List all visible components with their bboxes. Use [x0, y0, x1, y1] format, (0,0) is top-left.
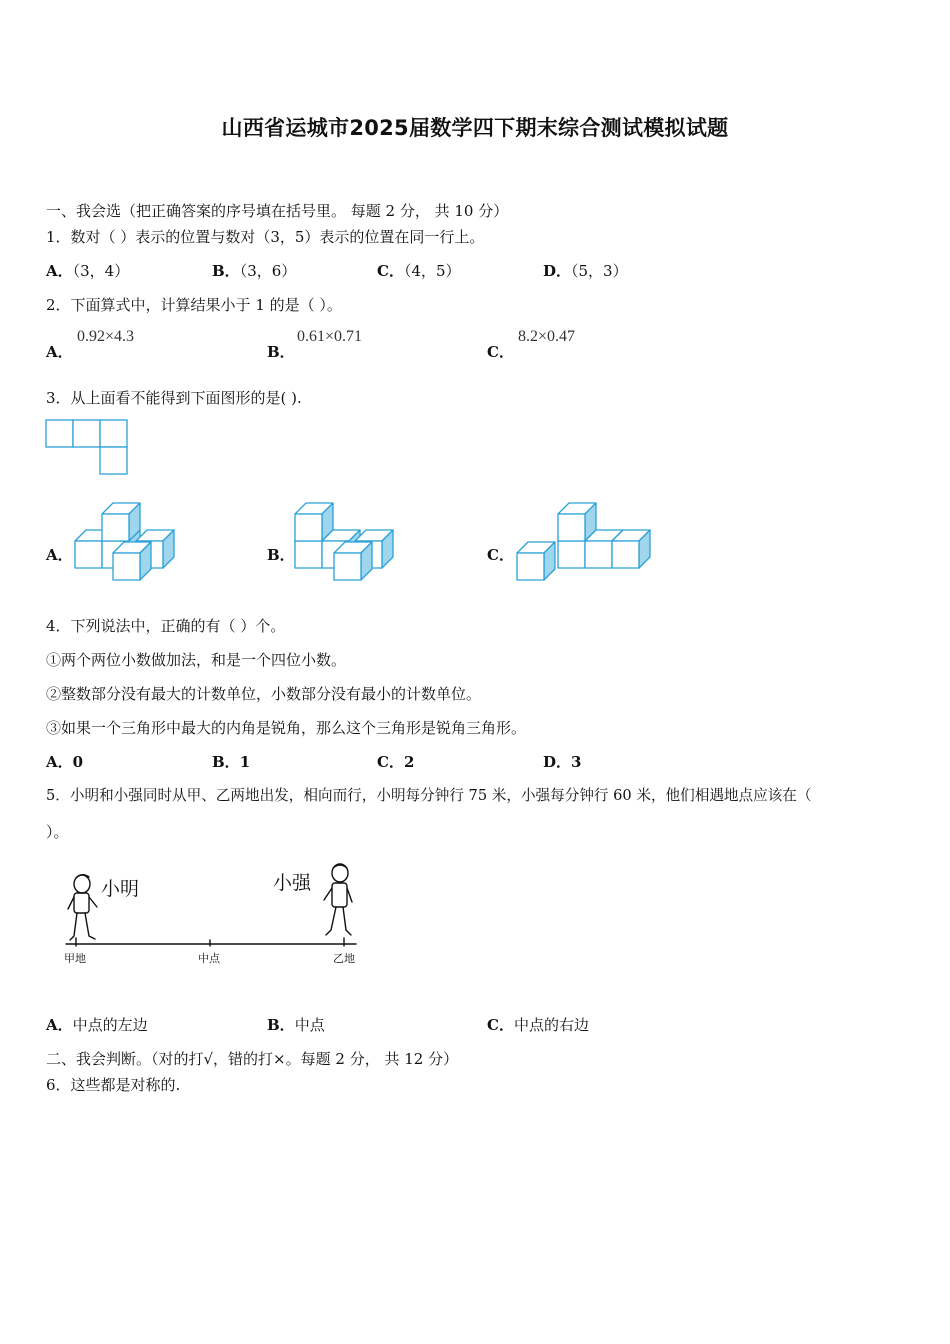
page-title: 山西省运城市2025届数学四下期末综合测试模拟试题 [221, 116, 729, 140]
q2-option-b-letter: B． [267, 343, 295, 361]
label-xiaoming: 小明 [101, 878, 140, 900]
q5-option-c: C．中点的右边 [487, 1016, 589, 1034]
label-midpoint: 中点 [198, 952, 220, 965]
q1-option-c: C．（4，5） [377, 262, 461, 280]
label-start-jia: 甲地 [64, 952, 86, 965]
section-1-heading: 一、我会选（把正确答案的序号填在括号里。 每题 2 分， 共 10 分） [46, 202, 509, 220]
q2-option-a-letter: A． [46, 343, 73, 361]
q4-statement-3: ③如果一个三角形中最大的内角是锐角，那么这个三角形是锐角三角形。 [46, 719, 527, 737]
q3-option-c-letter: C． [487, 546, 514, 564]
q5-option-a: A．中点的左边 [46, 1016, 148, 1034]
q4-statement-2: ②整数部分没有最大的计数单位，小数部分没有最小的计数单位。 [46, 685, 482, 703]
q2-option-a-expr: 0.92×4.3 [77, 328, 135, 345]
q5-option-b: B．中点 [267, 1016, 325, 1034]
label-xiaoqiang: 小强 [273, 872, 312, 894]
q1-option-d: D．（5，3） [543, 262, 628, 280]
label-end-yi: 乙地 [333, 952, 355, 965]
question-2-text: 2．下面算式中，计算结果小于 1 的是（ ）。 [46, 296, 342, 314]
q3-option-a-letter: A． [46, 546, 73, 564]
question-5-text-line-2: ）。 [46, 823, 69, 841]
q1-option-b: B．（3，6） [212, 262, 297, 280]
q2-option-c-expr: 8.2×0.47 [518, 328, 576, 345]
q2-option-b-expr: 0.61×0.71 [297, 328, 363, 345]
q4-option-a: A．0 [46, 753, 84, 771]
q3-option-b-letter: B． [267, 546, 295, 564]
q4-option-b: B．1 [212, 753, 251, 771]
person-xiaoqiang-icon [324, 864, 352, 935]
q4-option-d: D．3 [543, 753, 582, 771]
question-4-text: 4．下列说法中，正确的有（ ）个。 [46, 617, 286, 635]
question-6-text: 6．这些都是对称的. [46, 1076, 181, 1094]
q1-option-a: A．（3，4） [46, 262, 130, 280]
section-2-heading: 二、我会判断。（对的打√，错的打×。每题 2 分， 共 12 分） [46, 1050, 459, 1068]
q4-option-c: C．2 [377, 753, 415, 771]
person-xiaoming-icon [68, 875, 97, 940]
q4-statement-1: ①两个两位小数做加法，和是一个四位小数。 [46, 651, 347, 669]
question-3-text: 3．从上面看不能得到下面图形的是( ). [46, 389, 302, 407]
question-5-text-line-1: 5．小明和小强同时从甲、乙两地出发，相向而行，小明每分钟行 75 米，小强每分钟行 60 米，他们相遇地点应该在（ [46, 787, 812, 804]
q2-option-c-letter: C． [487, 343, 514, 361]
question-1-text: 1．数对（ ）表示的位置与数对（3，5）表示的位置在同一行上。 [46, 228, 485, 246]
